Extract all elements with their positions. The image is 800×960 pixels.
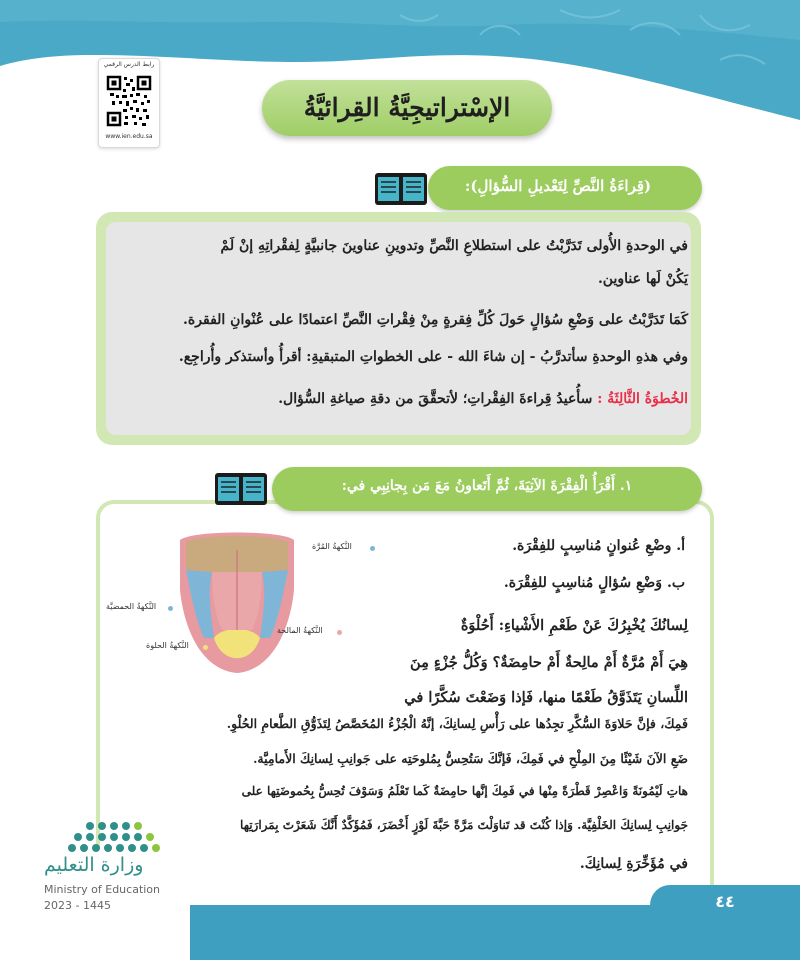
section1-heading: (قِراءَةُ النَّصِّ لِتَعْديلِ السُّؤالِ):: [464, 177, 652, 195]
paragraph-line-1: لِسانُكَ يُخْبِرُكَ عَنْ طَعْمِ الأَشْياءِ: أَحُلْوَةٌ: [460, 617, 688, 634]
section2-heading: ١. أَقْرَأُ الْفِقْرَةَ الآتِيَةَ، ثُمَّ أَتَعاونُ مَعَ مَن بِجانِبِي في:: [341, 478, 633, 494]
paragraph-line-5: ضَعِ الآنَ شَيْئًا مِنَ المِلْحِ في فَمِكَ، فَإنَّكَ سَتُحِسُّ بِمُلوحَتِه على جَوانِبِ لِسانِكَ الأَمامِيَّة.: [253, 751, 688, 766]
book-icon: [214, 472, 268, 506]
ministry-name-ar: وزارة التعليم: [44, 854, 144, 876]
book-icon: [374, 172, 428, 206]
bitter-dot: [370, 546, 375, 551]
tongue-label-bitter: النَّكهةُ المُرَّة: [312, 542, 352, 551]
paragraph-line-7: جَوانِبِ لِسانِكَ الخَلْفِيَّة. وَإذا كُنْتَ قد تَناوَلْتَ مَرَّةً حَبَّةَ لَوْزٍ أَخْضَرَ، فَمُؤَكَّدٌ أَنَّكَ شَعَرْتَ بِمَرارَتِها: [240, 818, 688, 832]
intro-line-1: في الوحدةِ الأُولى تَدَرَّبْتُ على استطلاعِ النَّصِّ وتدوينِ عناوينَ جانبيَّةٍ لِفقْراتِهِ إنْ لَمْ: [220, 238, 688, 254]
sour-dot: [168, 606, 173, 611]
step-text: سأُعيدُ قِراءةَ الفِقْراتِ؛ لأتحقَّقَ من دقةِ صياغةِ السُّؤال.: [278, 391, 593, 407]
intro-line-4: وفي هذهِ الوحدةِ سأتدرَّبُ - إن شاءَ الله - على الخطواتِ المتبقيةِ: أقرأُ وأستذكر وأُراجِع.: [178, 349, 688, 365]
item-a: أ. وضْعِ عُنوانٍ مُناسِبٍ للفِقْرَة.: [512, 538, 685, 554]
paragraph-line-3: اللِّسانِ يَتَذَوَّقُ طَعْمًا منها، فَإذا وَضَعْتَ سُكَّرًا في: [404, 689, 688, 706]
intro-line-3: كَمَا تَدَرَّبْتُ على وَضْعِ سُؤالٍ حَولَ كُلِّ فِقرةٍ مِنْ فِقْراتِ النَّصِّ اعتمادًا على عُنْوانِ الفقرة.: [183, 312, 688, 328]
tongue-illustration: [172, 530, 302, 675]
paragraph-line-2: هِيَ أَمْ مُرَّةٌ أَمْ مالِحةٌ أَمْ حامِضَةٌ؟ وَكُلُّ جُزْءٍ مِنَ: [410, 654, 688, 671]
page-number: ٤٤: [715, 892, 735, 911]
sweet-dot: [203, 645, 208, 650]
ministry-year: 2023 - 1445: [44, 899, 111, 912]
salty-dot: [337, 630, 342, 635]
tongue-label-salty: النَّكهةُ المالحة: [277, 626, 323, 635]
paragraph-line-6: هاتِ لَيْمُونَةً وَاعْصِرْ قَطْرَةً مِنْها في فَمِكَ إنَّها حامِضَةٌ كَما تَعْلَمُ وَسَوْفَ تُحِسُّ بِحُموضَتِها على: [241, 784, 688, 798]
page-title: الإسْتراتيجِيَّةُ القِرائيَّةُ: [303, 93, 511, 122]
tongue-label-sour: النَّكهةُ الحمضيَّة: [106, 602, 157, 611]
qr-code-card[interactable]: [98, 58, 160, 148]
intro-line-2: يَكُنْ لَها عناوين.: [597, 271, 688, 287]
ministry-name-en: Ministry of Education: [44, 883, 161, 896]
qr-caption: رابط الدرس الرقمي: [103, 61, 155, 68]
tongue-label-sweet: النَّكهةُ الحلوة: [146, 641, 189, 650]
paragraph-line-4: فَمِكَ، فإنَّ حَلاوَةَ السُّكَّرِ تجِدُها على رَأْسِ لِسانِكَ، إنَّهُ الْجُزْءُ المُخَصَّصُ لِتَذَوُّقِ الطَّعامِ الحُلْوِ.: [226, 716, 688, 731]
step-label: الخُطوَةُ الثَّالِثَةُ :: [597, 391, 688, 407]
ministry-logo-dots-icon: [62, 818, 162, 858]
intro-step-line: [113, 391, 688, 407]
paragraph-line-8: في مُؤَخِّرَةِ لِسانِكَ.: [579, 856, 688, 872]
qr-code-icon[interactable]: [106, 73, 152, 131]
item-b: ب. وَضْعِ سُؤالٍ مُناسِبٍ للفِقْرَة.: [503, 575, 685, 591]
qr-url: www.ien.edu.sa: [105, 133, 153, 140]
